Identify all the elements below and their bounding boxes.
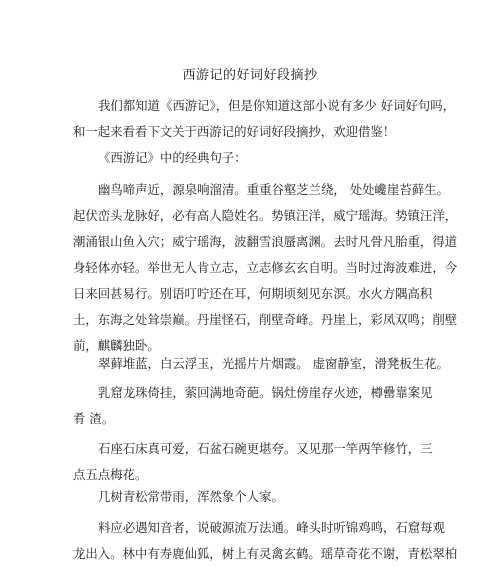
- intro-line: 和一起来看看下文关于西游记的好词好段摘抄，欢迎借鉴！: [73, 124, 396, 139]
- paragraph-line: 前，麒麟独卧。: [73, 338, 160, 353]
- paragraph-line: 起伏峦头龙脉好，必有高人隐姓名。势镇汪洋，威宁瑶海。势镇汪洋，: [73, 208, 458, 223]
- paragraph-line: 翠藓堆蓝，白云浮玉，光摇片片烟霞。 虚窗静室，滑凳板生花。: [98, 356, 449, 371]
- paragraph-line: 石座石床真可爱，石盆石碗更堪夸。又见那一竿两竿修竹，三: [98, 441, 433, 456]
- paragraph-line: 龙出入。林中有寿鹿仙狐，树上有灵禽玄鹤。瑶草奇花不谢，青松翠柏: [73, 546, 458, 561]
- intro-paragraph: [73, 93, 456, 145]
- intro-line: 我们都知道《西游记》，但是你知道这部小说有多少 好词好句吗，: [98, 98, 456, 113]
- paragraph-line: 潮涌银山鱼入穴；威宁瑶海，波翻雪浪蜃离渊。去时凡骨凡胎重，得道: [73, 234, 458, 249]
- paragraph-line: 幽鸟啼声近，源泉响溜清。重重谷壑芝兰绕， 处处巉崖苔藓生。: [98, 182, 449, 197]
- paragraph-line: 肴 渣。: [73, 411, 115, 426]
- paragraph-line: 身轻体亦轻。举世无人肯立志，立志修玄玄自明。当时过海波难进，今: [73, 260, 458, 275]
- body-paragraph: [73, 380, 433, 432]
- paragraph-line: 点五点梅花。: [73, 467, 148, 482]
- body-paragraph: [73, 515, 458, 567]
- body-paragraph: [73, 436, 433, 488]
- paragraph-line: 几树青松常带雨，浑然象个人家。: [98, 489, 284, 504]
- paragraph-line: 土，东海之处耸崇巅。丹崖怪石，削壁奇峰。丹崖上，彩凤双鸣；削壁: [73, 312, 458, 327]
- paragraph-line: 日来回甚易行。别语叮咛还在耳，何期顷刻见东溟。水火方隅高积: [73, 286, 433, 301]
- body-paragraph: [73, 177, 458, 307]
- section-heading: [73, 145, 433, 171]
- section-heading-text: 《西游记》中的经典句子：: [98, 150, 247, 165]
- body-paragraph: [73, 351, 449, 377]
- paragraph-line: 料应必遇知音者，说破源流万法通。峰头时听锦鸡鸣，石窟每观: [98, 520, 445, 535]
- body-paragraph: [73, 484, 433, 510]
- paragraph-line: 乳窟龙珠倚挂，萦回满地奇葩。锅灶傍崖存火迹，樽罍靠案见: [98, 385, 433, 400]
- page-title: 西游记的好词好段摘抄: [182, 68, 318, 83]
